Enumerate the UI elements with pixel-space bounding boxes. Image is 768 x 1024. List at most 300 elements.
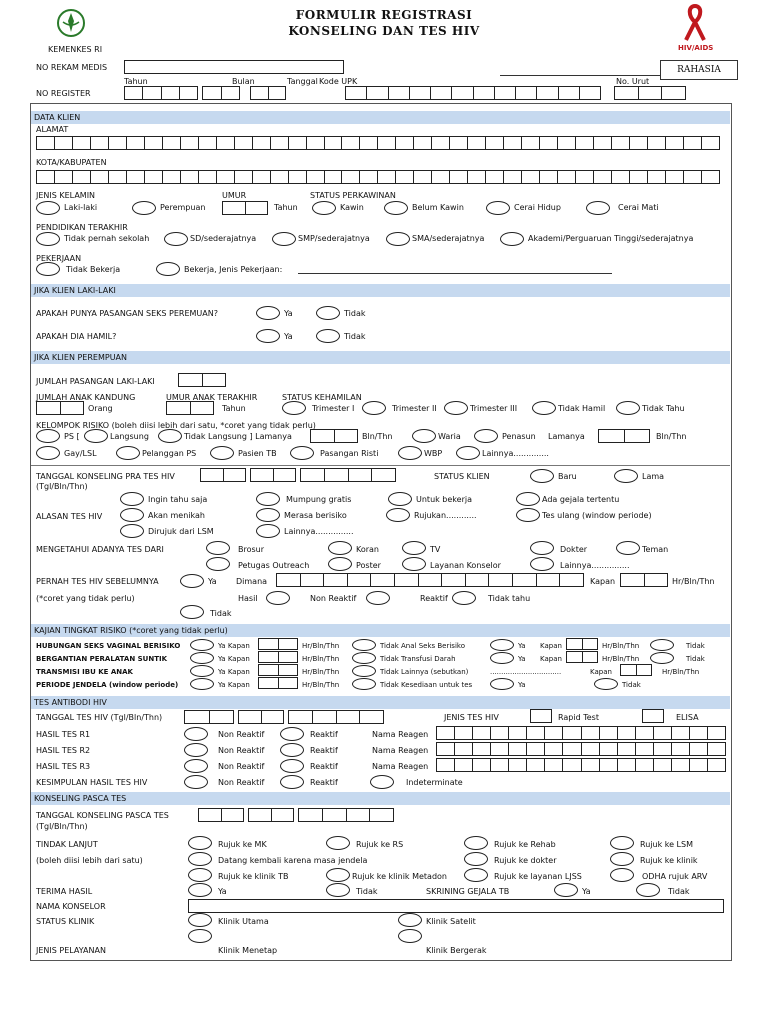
r2-nr-radio[interactable] xyxy=(184,743,208,757)
terima-tidak-radio[interactable] xyxy=(326,883,350,897)
ps-option: PS [ xyxy=(64,432,80,441)
skrining-label: SKRINING GEJALA TB xyxy=(426,887,510,896)
kajian-tidak-0: Tidak Anal Seks Berisiko xyxy=(380,642,465,650)
klinik-menetap-radio[interactable] xyxy=(188,929,212,943)
q1-tidak-radio[interactable] xyxy=(316,306,340,320)
jumlah-pasangan-field[interactable] xyxy=(178,373,226,387)
baru-option: Baru xyxy=(558,472,577,481)
ps-radio[interactable] xyxy=(36,429,60,443)
cerai-hidup-radio[interactable] xyxy=(486,201,510,215)
r2-reaktif: Reaktif xyxy=(310,746,338,755)
m-radio-7[interactable] xyxy=(402,557,426,571)
alasan-2: Untuk bekerja xyxy=(416,495,472,504)
register-no-urut[interactable] xyxy=(614,86,686,100)
kajian-tidak-radio-1[interactable] xyxy=(352,652,376,664)
tgl-pra-bln[interactable] xyxy=(250,468,296,482)
umur-anak-label: UMUR ANAK TERAKHIR xyxy=(166,393,258,402)
kajian2-ya-radio-1[interactable] xyxy=(490,652,514,664)
m-radio-1[interactable] xyxy=(328,541,352,555)
t-10: ODHA rujuk ARV xyxy=(642,872,708,881)
m-radio-8[interactable] xyxy=(530,557,554,571)
pend-option-1: SD/sederajatnya xyxy=(190,234,257,243)
tgl-pra-tgl[interactable] xyxy=(200,468,246,482)
skrining-ya: Ya xyxy=(582,887,591,896)
penasun-lamanya: Lamanya xyxy=(548,432,585,441)
kajian-tidak-radio-0[interactable] xyxy=(352,639,376,651)
alasan-radio-4[interactable] xyxy=(120,508,144,522)
elisa-option: ELISA xyxy=(676,713,699,722)
langsung-option: Langsung xyxy=(110,432,149,441)
no-rekam-label: NO REKAM MEDIS xyxy=(36,63,108,72)
t-radio-0[interactable] xyxy=(188,836,212,850)
trim1-option: Trimester I xyxy=(312,404,355,413)
alasan-radio-7[interactable] xyxy=(516,508,540,522)
tanggal-header: Tanggal xyxy=(287,77,318,86)
penasun-lamanya-unit: Bln/Thn xyxy=(656,432,687,441)
gay-radio[interactable] xyxy=(36,446,60,460)
pend-radio-0[interactable] xyxy=(36,232,60,246)
lama-radio[interactable] xyxy=(614,469,638,483)
t-radio-4[interactable] xyxy=(188,852,212,866)
alasan-0: Ingin tahu saja xyxy=(148,495,208,504)
t-2: Rujuk ke Rehab xyxy=(494,840,556,849)
lainnya-risiko-option: Lainnya.............. xyxy=(482,449,549,458)
t-4: Datang kembali karena masa jendela xyxy=(218,856,368,865)
tgl-tes-label: TANGGAL TES HIV (Tgl/Bln/Thn) xyxy=(36,713,163,722)
m-0: Brosur xyxy=(238,545,265,554)
kajian2-tidak-radio-1[interactable] xyxy=(650,652,674,664)
kajian2-ya-3: Ya xyxy=(518,681,526,689)
kajian-ya-radio-1[interactable] xyxy=(190,652,214,664)
kajian2-tidak-radio-3[interactable] xyxy=(594,678,618,690)
r1-non-reaktif: Non Reaktif xyxy=(218,730,265,739)
t-radio-6[interactable] xyxy=(610,852,634,866)
tidak-hamil-radio[interactable] xyxy=(532,401,556,415)
t-6: Rujuk ke klinik xyxy=(640,856,698,865)
m-5: Petugas Outreach xyxy=(238,561,310,570)
alasan-radio-9[interactable] xyxy=(256,524,280,538)
kajian-unit-2: Hr/Bln/Thn xyxy=(302,668,340,676)
kes-nr-radio[interactable] xyxy=(184,775,208,789)
waria-option: Waria xyxy=(438,432,461,441)
kes-r-radio[interactable] xyxy=(280,775,304,789)
r3-reaktif: Reaktif xyxy=(310,762,338,771)
kajian2-tidak-0: Tidak xyxy=(686,642,705,650)
tindak-boleh: (boleh diisi lebih dari satu) xyxy=(36,856,143,865)
section-kajian: KAJIAN TINGKAT RISIKO (*coret yang tidak perlu) xyxy=(31,624,730,637)
bulan-header: Bulan xyxy=(232,77,255,86)
kajian-kapan-1[interactable] xyxy=(258,651,298,663)
t-radio-8[interactable] xyxy=(326,868,350,882)
bekerja-radio[interactable] xyxy=(156,262,180,276)
dimana-field[interactable] xyxy=(276,573,584,587)
pernah-ya: Ya xyxy=(208,577,217,586)
tgl-pra-label: TANGGAL KONSELING PRA TES HIV xyxy=(36,472,175,481)
tgl-pasca-label: TANGGAL KONSELING PASCA TES xyxy=(36,811,169,820)
m-1: Koran xyxy=(356,545,380,554)
penasun-lamanya-field[interactable] xyxy=(598,429,650,443)
kajian2-kapan-1: Kapan xyxy=(540,655,562,663)
kajian-kapan-0[interactable] xyxy=(258,638,298,650)
kajian2-kapan-field-0[interactable] xyxy=(566,638,598,650)
m-radio-2[interactable] xyxy=(402,541,426,555)
alasan-7: Tes ulang (window periode) xyxy=(542,511,652,520)
t-7: Rujuk ke klinik TB xyxy=(218,872,289,881)
r2-r-radio[interactable] xyxy=(280,743,304,757)
tidak-bekerja-option: Tidak Bekerja xyxy=(66,265,121,274)
kajian2-kapan-field-2[interactable] xyxy=(620,664,652,676)
kajian-unit-3: Hr/Bln/Thn xyxy=(302,681,340,689)
jumlah-pasangan-label: JUMLAH PASANGAN LAKI-LAKI xyxy=(36,377,155,386)
kode-upk-header: Kode UPK xyxy=(319,77,358,86)
konselor-field[interactable] xyxy=(188,899,724,913)
org-name: KEMENKES RI xyxy=(48,45,103,54)
trim2-radio[interactable] xyxy=(362,401,386,415)
kajian2-ya-radio-3[interactable] xyxy=(490,678,514,690)
form-title-1: FORMULIR REGISTRASI xyxy=(295,8,473,22)
alasan-label: ALASAN TES HIV xyxy=(36,512,103,521)
kajian-ya-radio-3[interactable] xyxy=(190,678,214,690)
r1-r-radio[interactable] xyxy=(280,727,304,741)
kajian-ya-radio-2[interactable] xyxy=(190,665,214,677)
penasun-radio[interactable] xyxy=(474,429,498,443)
kapan-unit: Hr/Bln/Thn xyxy=(672,577,715,586)
perempuan-radio[interactable] xyxy=(132,201,156,215)
t-5: Rujuk ke dokter xyxy=(494,856,557,865)
pasien-tb-option: Pasien TB xyxy=(238,449,277,458)
alasan-6: Rujukan............ xyxy=(414,511,477,520)
tgl-tes-thn[interactable] xyxy=(288,710,384,724)
t-radio-1[interactable] xyxy=(326,836,350,850)
t-0: Rujuk ke MK xyxy=(218,840,267,849)
red-ribbon-icon xyxy=(680,4,710,44)
kajian-row-1: BERGANTIAN PERALATAN SUNTIK xyxy=(36,655,168,663)
alasan-radio-6[interactable] xyxy=(386,508,410,522)
kajian-kapan-2[interactable] xyxy=(258,664,298,676)
q1-tidak: Tidak xyxy=(344,309,366,318)
alasan-radio-3[interactable] xyxy=(516,492,540,506)
t-9: Rujuk ke layanan LJSS xyxy=(494,872,582,881)
terima-ya: Ya xyxy=(218,887,227,896)
m-6: Poster xyxy=(356,561,381,570)
kajian2-unit-0: Hr/Bln/Thn xyxy=(602,642,640,650)
pend-radio-3[interactable] xyxy=(386,232,410,246)
alasan-radio-0[interactable] xyxy=(120,492,144,506)
klinik-satelit-radio[interactable] xyxy=(398,913,422,927)
kajian-kapan-3[interactable] xyxy=(258,677,298,689)
m-radio-5[interactable] xyxy=(206,557,230,571)
trim3-option: Trimester III xyxy=(470,404,518,413)
pend-option-3: SMA/sederajatnya xyxy=(412,234,485,243)
r1-reaktif: Reaktif xyxy=(310,730,338,739)
r3-nr-radio[interactable] xyxy=(184,759,208,773)
q-pasangan-perempuan: APAKAH PUNYA PASANGAN SEKS PEREMUAN? xyxy=(36,309,218,318)
m-8: Lainnya............... xyxy=(560,561,630,570)
m-radio-0[interactable] xyxy=(206,541,230,555)
kajian2-unit-2: Hr/Bln/Thn xyxy=(662,668,700,676)
tidak-tahu-option: Tidak Tahu xyxy=(642,404,685,413)
q2-ya: Ya xyxy=(284,332,293,341)
mengetahui-label: MENGETAHUI ADANYA TES DARI xyxy=(36,545,164,554)
pasangan-risti-radio[interactable] xyxy=(290,446,314,460)
bekerja-option: Bekerja, Jenis Pekerjaan: xyxy=(184,265,283,274)
t-radio-2[interactable] xyxy=(464,836,488,850)
kajian-row-2: TRANSMISI IBU KE ANAK xyxy=(36,668,133,676)
kajian-tidak-3: Tidak Kesediaan untuk tes xyxy=(380,681,473,689)
tidak-langsung-option: Tidak Langsung ] Lamanya xyxy=(184,432,292,441)
kelompok-risiko-label: KELOMPOK RISIKO (boleh diisi lebih dari satu, *coret yang tidak perlu) xyxy=(36,421,316,430)
reagen-r3-field[interactable] xyxy=(436,758,726,772)
waria-radio[interactable] xyxy=(412,429,436,443)
pasien-tb-radio[interactable] xyxy=(210,446,234,460)
m-4: Teman xyxy=(642,545,669,554)
jenis-pekerjaan-line[interactable] xyxy=(298,273,612,274)
jumlah-anak-field[interactable] xyxy=(36,401,84,415)
wbp-radio[interactable] xyxy=(398,446,422,460)
section-pasca: KONSELING PASCA TES xyxy=(31,792,730,805)
pend-option-0: Tidak pernah sekolah xyxy=(64,234,150,243)
t-radio-7[interactable] xyxy=(188,868,212,882)
hasil-nr-radio[interactable] xyxy=(266,591,290,605)
alasan-8: Dirujuk dari LSM xyxy=(148,527,214,536)
register-tahun[interactable] xyxy=(124,86,198,100)
kajian2-tidak-1: Tidak xyxy=(686,655,705,663)
kajian-tidak-radio-3[interactable] xyxy=(352,678,376,690)
perempuan-option: Perempuan xyxy=(160,203,206,212)
hasil-tidak-tahu: Tidak tahu xyxy=(488,594,531,603)
register-kode-upk[interactable] xyxy=(345,86,601,100)
m-radio-4[interactable] xyxy=(616,541,640,555)
umur-anak-field[interactable] xyxy=(166,401,214,415)
r1-label: HASIL TES R1 xyxy=(36,730,91,739)
tgl-pra-thn[interactable] xyxy=(300,468,396,482)
tgl-pra-format: (Tgl/Bln/Thn) xyxy=(36,482,88,491)
pernah-tidak-radio[interactable] xyxy=(180,605,204,619)
lama-option: Lama xyxy=(642,472,665,481)
kajian2-tidak-3: Tidak xyxy=(622,681,641,689)
pelanggan-radio[interactable] xyxy=(116,446,140,460)
q1-ya: Ya xyxy=(284,309,293,318)
pernah-label: PERNAH TES HIV SEBELUMNYA xyxy=(36,577,159,586)
r3-r-radio[interactable] xyxy=(280,759,304,773)
terima-ya-radio[interactable] xyxy=(188,883,212,897)
trim1-radio[interactable] xyxy=(282,401,306,415)
belum-kawin-radio[interactable] xyxy=(384,201,408,215)
kota-field[interactable] xyxy=(36,170,720,184)
rapid-option: Rapid Test xyxy=(558,713,599,722)
tgl-pasca-bln[interactable] xyxy=(248,808,294,822)
umur-label: UMUR xyxy=(222,191,247,200)
kajian-row-3: PERIODE JENDELA (window periode) xyxy=(36,681,179,689)
hasil-reaktif: Reaktif xyxy=(420,594,448,603)
klinik-utama: Klinik Utama xyxy=(218,917,269,926)
reagen-r2-field[interactable] xyxy=(436,742,726,756)
kajian-yakapan-0: Ya Kapan xyxy=(218,642,250,650)
cerai-hidup-option: Cerai Hidup xyxy=(514,203,561,212)
kesimpulan-label: KESIMPULAN HASIL TES HIV xyxy=(36,778,148,787)
terima-label: TERIMA HASIL xyxy=(36,887,93,896)
reagen-r1-field[interactable] xyxy=(436,726,726,740)
m-radio-6[interactable] xyxy=(328,557,352,571)
alamat-label: ALAMAT xyxy=(36,125,69,134)
pernah-tidak: Tidak xyxy=(210,609,232,618)
m-7: Layanan Konselor xyxy=(430,561,501,570)
register-bulan[interactable] xyxy=(202,86,240,100)
m-radio-3[interactable] xyxy=(530,541,554,555)
terima-tidak: Tidak xyxy=(356,887,378,896)
r2-label: HASIL TES R2 xyxy=(36,746,91,755)
tidak-langsung-radio[interactable] xyxy=(158,429,182,443)
umur-field[interactable] xyxy=(222,201,268,215)
pend-radio-4[interactable] xyxy=(500,232,524,246)
belum-kawin-option: Belum Kawin xyxy=(412,203,464,212)
t-1: Rujuk ke RS xyxy=(356,840,404,849)
alamat-field[interactable] xyxy=(36,136,720,150)
tahun-header: Tahun xyxy=(124,77,148,86)
register-tanggal[interactable] xyxy=(250,86,286,100)
r2-non-reaktif: Non Reaktif xyxy=(218,746,265,755)
tgl-pasca-tgl[interactable] xyxy=(198,808,244,822)
rapid-check[interactable] xyxy=(530,709,552,723)
tgl-pasca-format: (Tgl/Bln/Thn) xyxy=(36,822,88,831)
kes-indeterminate: Indeterminate xyxy=(406,778,463,787)
jenis-kelamin-label: JENIS KELAMIN xyxy=(36,191,96,200)
kajian-tidak-radio-2[interactable] xyxy=(352,665,376,677)
langsung-radio[interactable] xyxy=(84,429,108,443)
klinik-utama-radio[interactable] xyxy=(188,913,212,927)
kajian-yakapan-1: Ya Kapan xyxy=(218,655,250,663)
tidak-tahu-radio[interactable] xyxy=(616,401,640,415)
lainnya-risiko-radio[interactable] xyxy=(456,446,480,460)
no-register-label: NO REGISTER xyxy=(36,89,91,98)
jenis-pelayanan-label: JENIS PELAYANAN xyxy=(36,946,106,955)
kajian2-ya-1: Ya xyxy=(518,655,526,663)
t-radio-9[interactable] xyxy=(464,868,488,882)
pernah-ya-radio[interactable] xyxy=(180,574,204,588)
klinik-satelit: Klinik Satelit xyxy=(426,917,476,926)
no-urut-header: No. Urut xyxy=(616,77,650,86)
no-rekam-field[interactable] xyxy=(124,60,344,74)
klinik-bergerak-radio[interactable] xyxy=(398,929,422,943)
laki-option: Laki-laki xyxy=(64,203,98,212)
tidak-bekerja-radio[interactable] xyxy=(36,262,60,276)
kajian2-unit-1: Hr/Bln/Thn xyxy=(602,655,640,663)
alasan-1: Mumpung gratis xyxy=(286,495,352,504)
laki-radio[interactable] xyxy=(36,201,60,215)
tgl-tes-bln[interactable] xyxy=(238,710,284,724)
pelanggan-option: Pelanggan PS xyxy=(142,449,197,458)
t-radio-10[interactable] xyxy=(610,868,634,882)
kes-ind-radio[interactable] xyxy=(370,775,394,789)
tgl-tes-tgl[interactable] xyxy=(184,710,234,724)
kapan-label: Kapan xyxy=(590,577,616,586)
status-klien-label: STATUS KLIEN xyxy=(434,472,490,481)
pasangan-risti-option: Pasangan Risti xyxy=(320,449,379,458)
q-hamil: APAKAH DIA HAMIL? xyxy=(36,332,117,341)
kajian-yakapan-3: Ya Kapan xyxy=(218,681,250,689)
t-radio-5[interactable] xyxy=(464,852,488,866)
t-radio-3[interactable] xyxy=(610,836,634,850)
jenis-tes-label: JENIS TES HIV xyxy=(444,713,499,722)
kajian2-ya-0: Ya xyxy=(518,642,526,650)
cerai-mati-radio[interactable] xyxy=(586,201,610,215)
alasan-radio-2[interactable] xyxy=(388,492,412,506)
tindak-label: TINDAK LANJUT xyxy=(36,840,98,849)
tgl-pasca-thn[interactable] xyxy=(298,808,394,822)
q2-tidak: Tidak xyxy=(344,332,366,341)
ps-lamanya-field[interactable] xyxy=(310,429,358,443)
t-8: Rujuk ke klinik Metadon xyxy=(352,872,448,881)
kajian2-ya-radio-0[interactable] xyxy=(490,639,514,651)
hasil-label: Hasil xyxy=(238,594,258,603)
skrining-tidak-radio[interactable] xyxy=(636,883,660,897)
alasan-radio-8[interactable] xyxy=(120,524,144,538)
form-title-2: KONSELING DAN TES HIV xyxy=(288,24,480,38)
kajian2-kapan-field-1[interactable] xyxy=(566,651,598,663)
section-perempuan: JIKA KLIEN PEREMPUAN xyxy=(31,351,730,364)
pend-option-4: Akademi/Perguaruan Tinggi/sederajatnya xyxy=(528,234,694,243)
klinik-bergerak: Klinik Bergerak xyxy=(426,946,487,955)
trim3-radio[interactable] xyxy=(444,401,468,415)
trim2-option: Trimester II xyxy=(392,404,437,413)
kajian2-tidak-radio-0[interactable] xyxy=(650,639,674,651)
m-3: Dokter xyxy=(560,545,588,554)
kota-label: KOTA/KABUPATEN xyxy=(36,158,107,167)
q2-tidak-radio[interactable] xyxy=(316,329,340,343)
r2-reagen: Nama Reagen xyxy=(372,746,429,755)
alasan-9: Lainnya............... xyxy=(284,527,354,536)
kajian2-kapan-2: Kapan xyxy=(590,668,612,676)
hasil-r-radio[interactable] xyxy=(366,591,390,605)
hasil-tt-radio[interactable] xyxy=(452,591,476,605)
kajian-tidak-1: Tidak Transfusi Darah xyxy=(380,655,456,663)
pend-radio-1[interactable] xyxy=(164,232,188,246)
baru-radio[interactable] xyxy=(530,469,554,483)
r3-reagen: Nama Reagen xyxy=(372,762,429,771)
r1-nr-radio[interactable] xyxy=(184,727,208,741)
skrining-tidak: Tidak xyxy=(668,887,690,896)
q2-ya-radio[interactable] xyxy=(256,329,280,343)
pend-option-2: SMP/sederajatnya xyxy=(298,234,370,243)
kajian-unit-0: Hr/Bln/Thn xyxy=(302,642,340,650)
r1-reagen: Nama Reagen xyxy=(372,730,429,739)
skrining-ya-radio[interactable] xyxy=(554,883,578,897)
kajian2-dots-2: ................................ xyxy=(490,668,562,676)
ribbon-caption: HIV/AIDS xyxy=(678,44,714,52)
penasun-option: Penasun xyxy=(502,432,536,441)
m-2: TV xyxy=(430,545,441,554)
orang-unit: Orang xyxy=(88,404,113,413)
tidak-hamil-option: Tidak Hamil xyxy=(558,404,606,413)
pend-radio-2[interactable] xyxy=(272,232,296,246)
kajian-ya-radio-0[interactable] xyxy=(190,639,214,651)
alasan-radio-1[interactable] xyxy=(256,492,280,506)
dimana-label: Dimana xyxy=(236,577,268,586)
coret-note: (*coret yang tidak perlu) xyxy=(36,594,135,603)
section-tes-antibodi: TES ANTIBODI HIV xyxy=(31,696,730,709)
r3-label: HASIL TES R3 xyxy=(36,762,91,771)
kapan-field[interactable] xyxy=(620,573,668,587)
kawin-option: Kawin xyxy=(340,203,364,212)
wbp-option: WBP xyxy=(424,449,443,458)
q1-ya-radio[interactable] xyxy=(256,306,280,320)
elisa-check[interactable] xyxy=(642,709,664,723)
status-hamil-label: STATUS KEHAMILAN xyxy=(282,393,362,402)
confidential-stamp: RAHASIA xyxy=(660,60,738,80)
kes-non-reaktif: Non Reaktif xyxy=(218,778,265,787)
kawin-radio[interactable] xyxy=(312,201,336,215)
alasan-radio-5[interactable] xyxy=(256,508,280,522)
